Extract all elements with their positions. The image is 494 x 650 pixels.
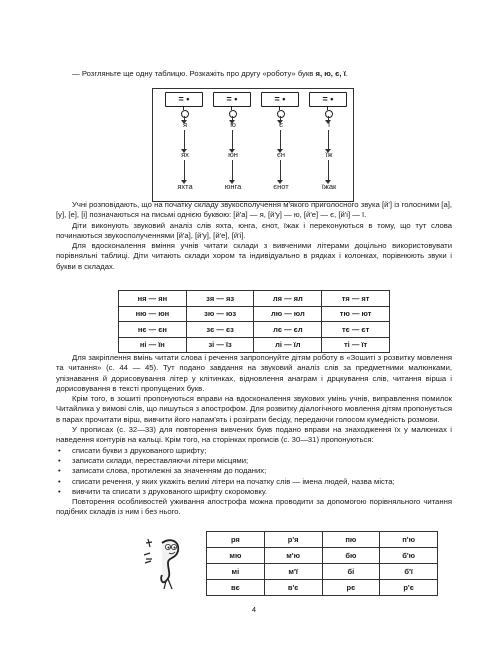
- list-item: • списати букви з друкованого шрифту;: [56, 446, 452, 456]
- paragraphs-block-1: [56, 200, 452, 272]
- table-cell: ря: [207, 532, 265, 548]
- diagram-column: [261, 89, 301, 201]
- task-list: [56, 446, 452, 497]
- paragraphs-block-2: [56, 353, 452, 518]
- table-row: [207, 548, 438, 564]
- intro-plain: — Розгляньте ще одну таблицю. Розкажіть про другу «роботу» букв: [72, 69, 316, 78]
- table-cell: тє — єт: [322, 322, 390, 338]
- table-cell: нє — єн: [119, 322, 187, 338]
- paragraph: Крім того, в зошиті пропонуються вправи на вдосконалення звукових умінь учнів, виправлення помилок Читайлика у вимові слів, що пишуться з апострофом. Для розвитку діалогічного мовлення дітям пропонується в парах прочитати вірш, вивчити його напам'ять і розіграти бесіду, передаючи голосом кумедність розмови.: [56, 394, 452, 424]
- arrow-line: [184, 130, 185, 150]
- table-cell: мю: [207, 548, 265, 564]
- table-cell: м'ї: [264, 564, 322, 580]
- letter-diagram: [152, 88, 354, 202]
- table-cell: вє: [207, 580, 265, 596]
- diagram-syllable: ях: [181, 150, 189, 159]
- table-row: [119, 306, 390, 322]
- arrow-line: [280, 130, 281, 150]
- list-item: • списати речення, у яких укажіть великі літери на початку слів — імена людей, назва міста;: [56, 477, 452, 487]
- sound-scheme-box: = •: [213, 92, 251, 107]
- diagram-letter: ю: [230, 120, 236, 129]
- table-cell: лі — їл: [254, 337, 322, 353]
- diagram-word: їжак: [321, 182, 337, 191]
- syllable-table: [118, 290, 390, 353]
- table-cell: в'є: [264, 580, 322, 596]
- table-cell: тя — ят: [322, 291, 390, 307]
- table-row: [207, 564, 438, 580]
- table-cell: зі — їз: [186, 337, 254, 353]
- circle-node: [277, 110, 285, 118]
- arrow-line: [184, 160, 185, 181]
- table-cell: зю — юз: [186, 306, 254, 322]
- diagram-word: юнга: [224, 182, 242, 191]
- diagram-syllable: юн: [228, 150, 238, 159]
- table-cell: м'ю: [264, 548, 322, 564]
- paragraph: У прописах (с. 32—33) для повторення вивчених букв подано вправи на знаходження їх у малюнках і наведення контурів на кальці. Крім того, на сторінках прописів (с. 30—31) пропонуються:: [56, 425, 452, 445]
- paragraph: Для вдосконалення вміння учнів читати склади з вивченими літерами доцільно використовувати порівняльні таблиці. Діти читають склади хором та індивідуально в рядках і колонках, порівнюють звуки і букви в складах.: [56, 241, 452, 271]
- list-item: • записати склади, переставляючи літери місцями;: [56, 456, 452, 466]
- sound-scheme-box: = •: [309, 92, 347, 107]
- table-cell: рє: [322, 580, 380, 596]
- page-number: 4: [251, 605, 257, 614]
- list-item: • записати слова, протилежні за значенням до поданих;: [56, 466, 452, 476]
- table-cell: лє — єл: [254, 322, 322, 338]
- diagram-word: яхта: [177, 182, 193, 191]
- table-cell: р'я: [264, 532, 322, 548]
- circle-node: [181, 110, 189, 118]
- paragraph: Учні розповідають, що на початку складу звукосполучення м'якого приголосного звука [й'] із голосними [а], [у], [е], [і] позначаються на письмі однією буквою: [й'а] — я, [й'у] — ю, [й'е] — є, [й'і] — ї.: [56, 200, 452, 220]
- table-row: [119, 291, 390, 307]
- table-cell: пю: [322, 532, 380, 548]
- sound-scheme-box: = •: [165, 92, 203, 107]
- paragraph: Діти виконують звуковий аналіз слів яхта, юнга, єнот, їжак і переконуються в тому, що тут слова починаються звукосполученнями [й'а], [й'у], [й'е], [й'і].: [56, 220, 452, 240]
- table-row: [119, 322, 390, 338]
- table-row: [119, 337, 390, 353]
- arrow-line: [328, 160, 329, 181]
- table-cell: б'ї: [380, 564, 438, 580]
- cartoon-figure-illustration: [140, 533, 190, 591]
- arrow-line: [280, 160, 281, 181]
- diagram-column: [165, 89, 205, 201]
- intro-letters: я, ю, є, ї: [315, 69, 346, 78]
- diagram-column: [213, 89, 253, 201]
- table-cell: зє — єз: [186, 322, 254, 338]
- circle-node: [229, 110, 237, 118]
- diagram-letter: є: [279, 120, 283, 129]
- table-cell: лю — юл: [254, 306, 322, 322]
- sound-scheme-box: = •: [261, 92, 299, 107]
- table-cell: тю — ют: [322, 306, 390, 322]
- table-cell: мі: [207, 564, 265, 580]
- diagram-syllable: їж: [325, 150, 333, 159]
- paragraph: Повторення особливостей уживання апострофа можна проводити за допомогою порівняльного читання подібних складів із ним і без нього.: [56, 497, 452, 517]
- diagram-column: [309, 89, 349, 201]
- table-cell: ті — їт: [322, 337, 390, 353]
- table-cell: р'є: [380, 580, 438, 596]
- arrow-line: [232, 160, 233, 181]
- table-row: [207, 532, 438, 548]
- table-cell: бі: [322, 564, 380, 580]
- table-cell: б'ю: [380, 548, 438, 564]
- arrow-line: [232, 130, 233, 150]
- table-cell: зя — яз: [186, 291, 254, 307]
- table-cell: ня — ян: [119, 291, 187, 307]
- paragraph: Для закріплення вмінь читати слова і речення запропонуйте дітям роботу в «Зошиті з розвитку мовлення та читання» (с. 44 — 45). Тут подано завдання на звуковий аналіз слів за предметними малюнками, упізнавання й дорисовування літер у клітинках, відновлення анаграм і дрцкування слів, читання вірша і дорисовування в тексті пропущених букв.: [56, 353, 452, 393]
- diagram-word: єнот: [273, 182, 289, 191]
- table-cell: п'ю: [380, 532, 438, 548]
- circle-node: [325, 110, 333, 118]
- diagram-syllable: єн: [277, 150, 285, 159]
- table-cell: бю: [322, 548, 380, 564]
- diagram-letter: ї: [327, 120, 331, 129]
- list-item: • вивчити та списати з друкованого шрифту скоромовку.: [56, 487, 452, 497]
- apostrophe-table: [206, 531, 438, 596]
- table-cell: ні — їн: [119, 337, 187, 353]
- diagram-letter: я: [182, 120, 188, 129]
- arrow-line: [328, 130, 329, 150]
- table-cell: ля — ял: [254, 291, 322, 307]
- intro-text: — Розгляньте ще одну таблицю. Розкажіть про другу «роботу» букв я, ю, є, ї.: [72, 69, 348, 78]
- table-cell: ню — юн: [119, 306, 187, 322]
- table-row: [207, 580, 438, 596]
